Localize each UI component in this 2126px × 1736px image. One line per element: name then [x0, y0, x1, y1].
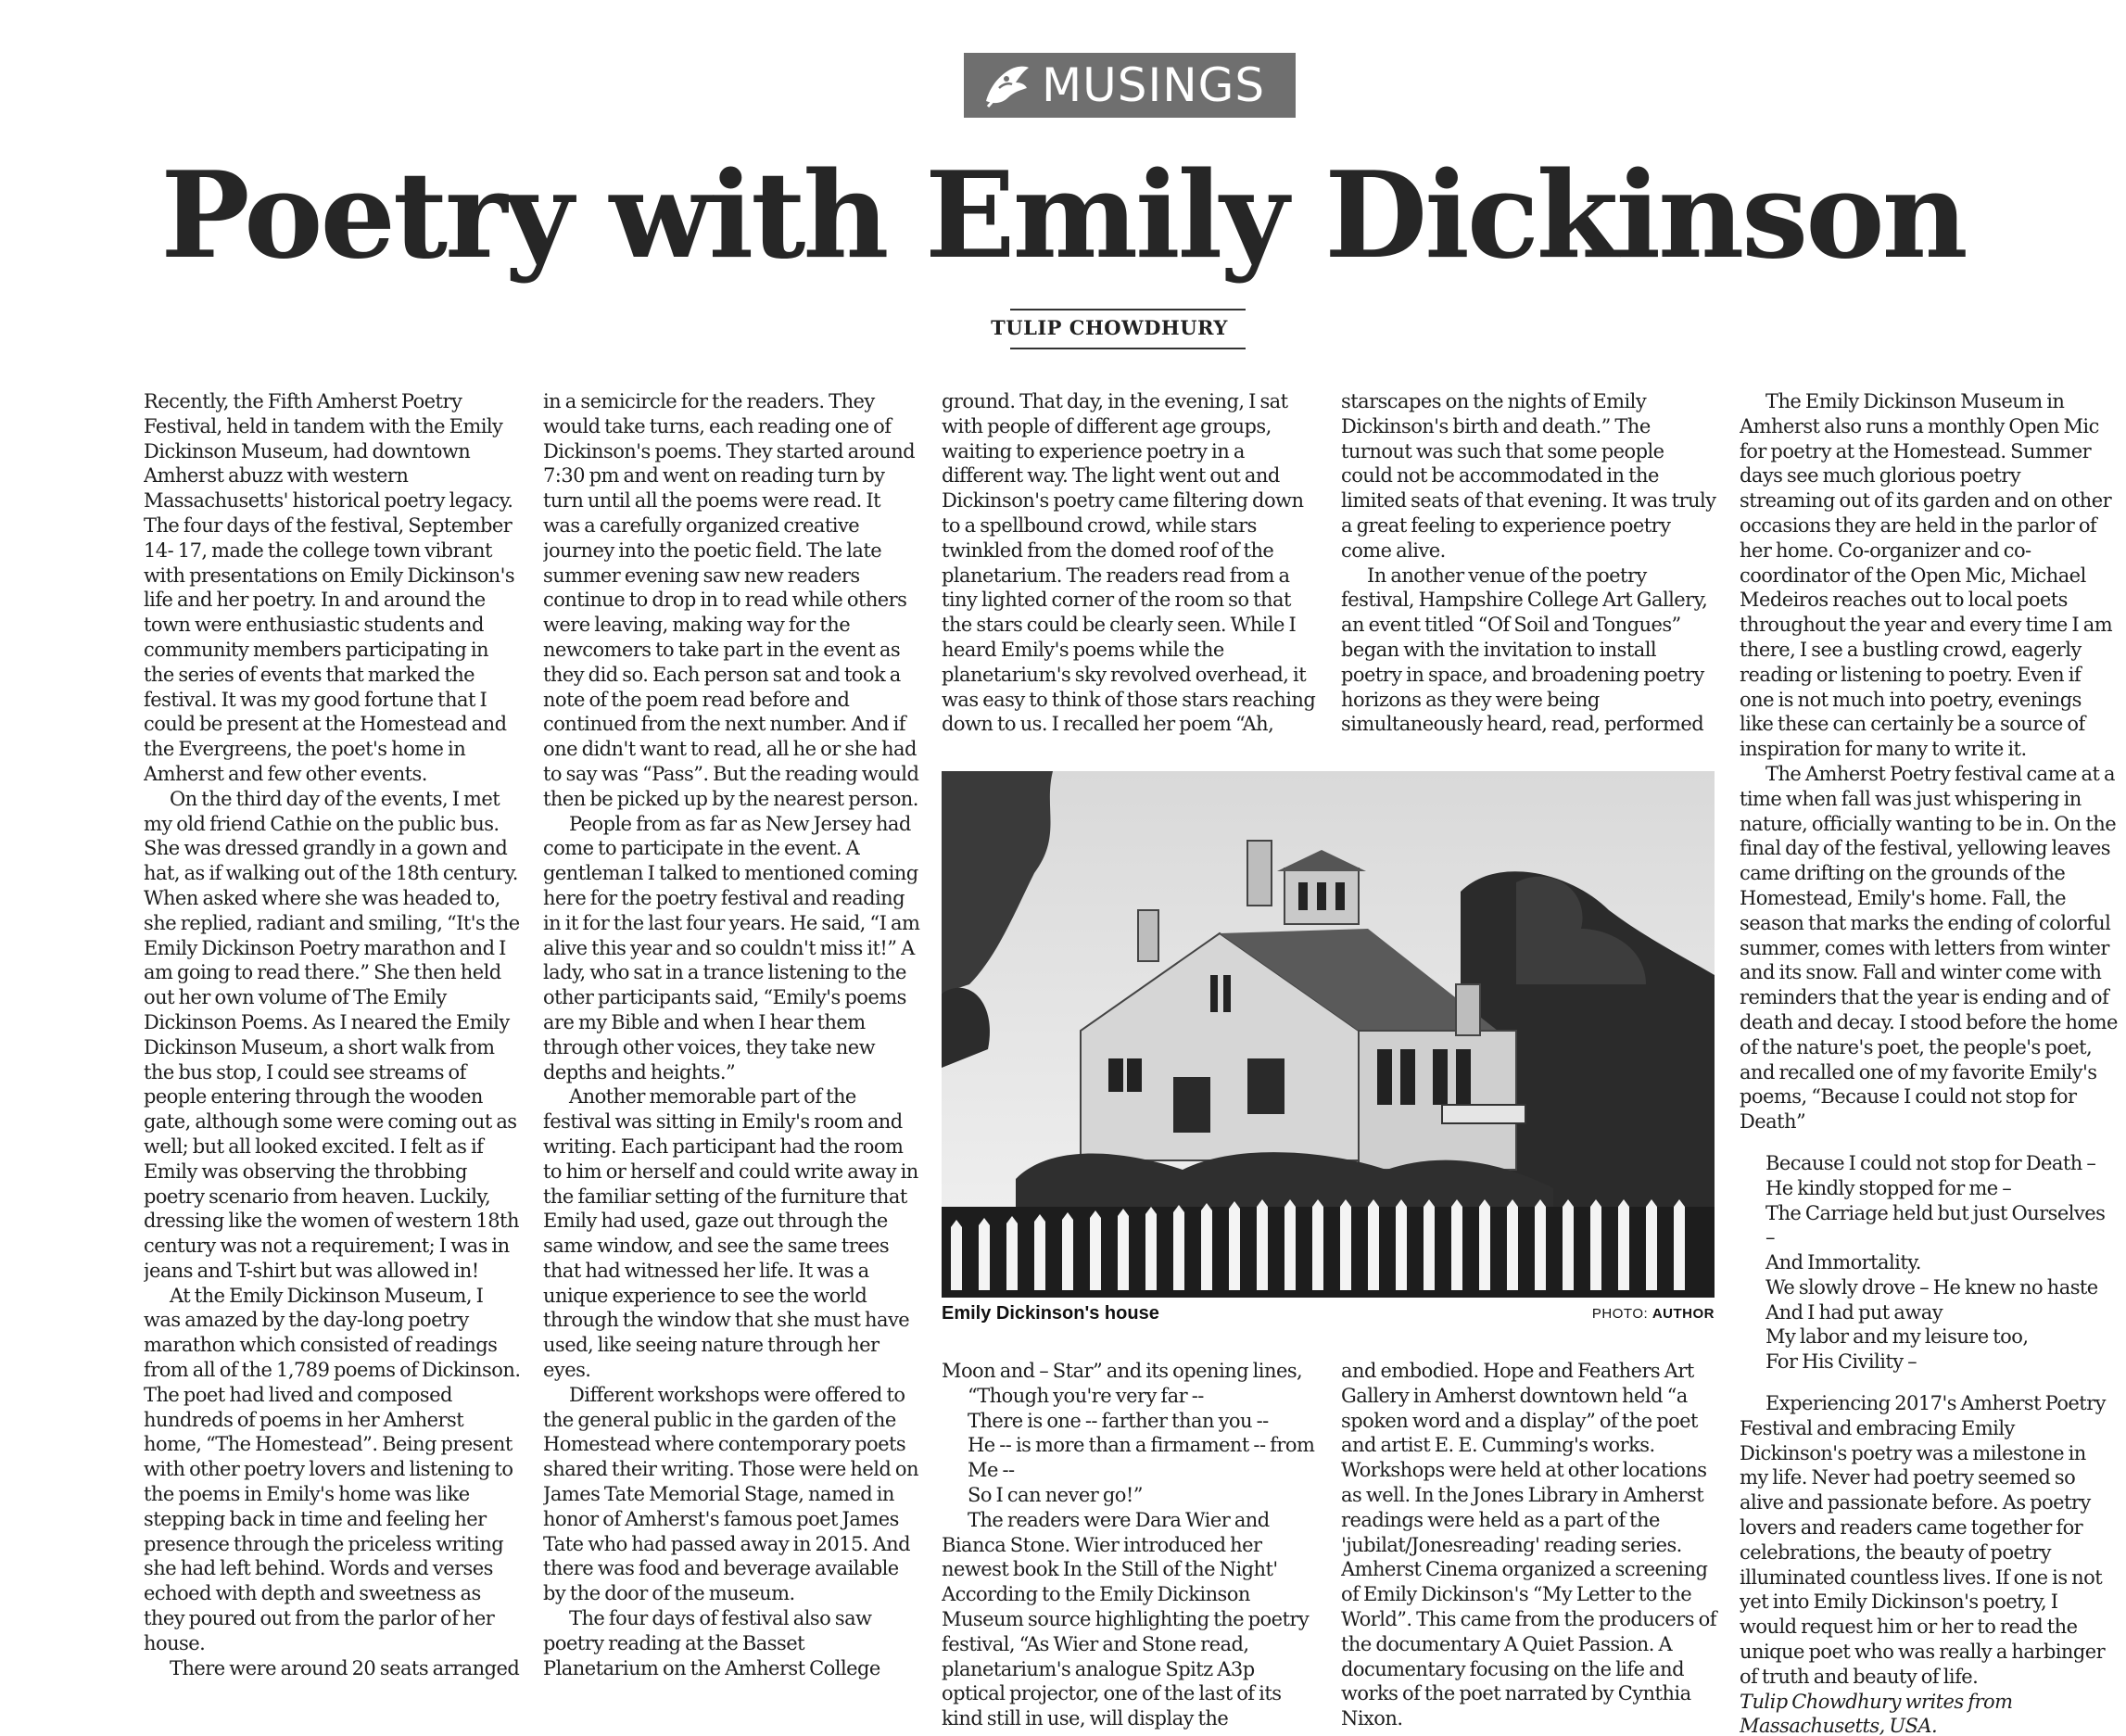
paragraph: Moon and – Star” and its opening lines, — [942, 1360, 1303, 1382]
paragraph: ground. That day, in the evening, I sat with people of different age groups, waiting to experience poetry in a different way. The light went out and Dickinson's poetry came filtering down to a spellbound crowd, while stars twinkled from the domed roof of the planetarium. The readers read from a tiny lighted corner of the room so that the stars could be clearly seen. While I heard Emily's poems while the planetarium's sky revolved overhead, it was easy to think of those stars reaching down to us. I recalled her poem “Ah, — [942, 390, 1316, 736]
poem-line: There is one -- farther than you -- — [968, 1409, 1269, 1432]
photo-caption-bar — [942, 1303, 1715, 1331]
paragraph: The Amherst Poetry festival came at a time when fall was just whispering in nature, officially wanting to be in. On the final day of the festival, yellowing leaves came drifting on the grounds of the Homestead, Emily's home. Fall, the season that marks the ending of colorful summer, comes with letters from winter and its snow. Fall and winter come with reminders that the year is ending and of death and decay. I stood before the home of the nature's poet, the people's poet, and recalled one of my favorite Emily's poems, “Because I could not stop for Death” — [1740, 762, 2118, 1134]
poem-line: Because I could not stop for Death – — [1765, 1151, 2096, 1174]
photo-credit-prefix: PHOTO: — [1591, 1306, 1652, 1322]
paragraph: The readers were Dara Wier and Bianca Stone. Wier introduced her newest book In the Still of the Night' According to the Emily Dickinson Museum source highlighting the poetry festival, “As Wier and Stone read, planetarium's analogue Spitz A3p optical projector, one of the last of its kind still in use, will display the — [942, 1508, 1310, 1730]
poem-quote — [1740, 1151, 2118, 1375]
paragraph: starscapes on the nights of Emily Dickinson's birth and death.” The turnout was such that some people could not be accommodated in the limited seats of that evening. It was truly a great feeling to experience poetry come alive. — [1341, 390, 1716, 562]
poem-line: And Immortality. — [1765, 1251, 1921, 1274]
article-column-4-bottom — [1341, 1359, 1719, 1736]
article-column-4-top — [1341, 389, 1719, 746]
poem-line: We slowly drove – He knew no haste — [1765, 1275, 2098, 1299]
article-column-3-bottom — [942, 1359, 1320, 1736]
article-column-3-top — [942, 389, 1320, 746]
headline: Poetry with Emily Dickinson — [160, 146, 1966, 285]
quill-face-icon — [981, 60, 1032, 110]
photo-credit-name: AUTHOR — [1651, 1306, 1715, 1322]
paragraph: The four days of festival also saw poetry reading at the Basset Planetarium on the Amherst College — [543, 1607, 880, 1679]
house-photo — [942, 771, 1715, 1298]
byline-rule-bottom — [1010, 348, 1246, 349]
poem-line: He -- is more than a firmament -- from Me -- — [968, 1434, 1315, 1482]
section-label: MUSINGS — [1042, 58, 1266, 112]
byline: TULIP CHOWDHURY — [991, 316, 1228, 339]
poem-line: “Though you're very far -- — [968, 1384, 1204, 1407]
paragraph: On the third day of the events, I met my old friend Cathie on the public bus. She was dressed grandly in a gown and hat, as if walking out of the 18th century. When asked where she was headed to, she replied, radiant and smiling, “It's the Emily Dickinson Poetry marathon and I am going to read there.” She then held out her own volume of The Emily Dickinson Poems. As I neared the Emily Dickinson Museum, a short walk from the bus stop, I could see streams of people entering through the wooden gate, although some were coming out as well; but all looked excited. I felt as if Emily was observing the throbbing poetry scenario from heaven. Luckily, dressing like the women of western 18th century was not a requirement; I was in jeans and T-shirt but was allowed in! — [144, 787, 520, 1282]
paragraph: Experiencing 2017's Amherst Poetry Festival and embracing Emily Dickinson's poetry was a milestone in my life. Never had poetry seemed so alive and passionate before. As poetry lovers and readers came together for celebrations, the beauty of poetry illuminated countless lives. If one is not yet into Emily Dickinson's poetry, I would request him or her to read the unique poet who was really a harbinger of truth and beauty of life. — [1740, 1392, 2106, 1688]
poem-line: And I had put away — [1765, 1300, 1943, 1324]
paragraph: Another memorable part of the festival was sitting in Emily's room and writing. Each participant had the room to him or herself and could write away in the familiar setting of the furniture that Emily had used, gaze out through the same window, and see the same trees that had witnessed her life. It was a unique experience to see the world through the window that she must have used, like seeing nature through her eyes. — [543, 1085, 918, 1382]
paragraph: Different workshops were offered to the general public in the garden of the Homestead where contemporary poets shared their writing. Those were held on James Tate Memorial Stage, named in honor of Amherst's famous poet James Tate who had passed away in 2015. And there was food and beverage available by the door of the museum. — [543, 1383, 918, 1605]
paragraph: The Emily Dickinson Museum in Amherst also runs a monthly Open Mic for poetry at the Homestead. Summer days see much glorious poetry streaming out of its garden and on other occasions they are held in the parlor of her home. Co-organizer and co-coordinator of the Open Mic, Michael Medeiros reaches out to local poets throughout the year and every time I am there, I see a bustling crowd, eagerly reading or listening to poetry. Even if one is not much into poetry, evenings like these can certainly be a source of inspiration for many to write it. — [1740, 390, 2113, 761]
poem-line: So I can never go!” — [968, 1483, 1143, 1506]
paragraph: At the Emily Dickinson Museum, I was amazed by the day-long poetry marathon which consisted of readings from all of the 1,789 poems of Dickinson. The poet had lived and composed hundreds of poems in her Amherst home, “The Homestead”. Being present with other poetry lovers and listening to the poems in Emily's home was like stepping back in time and feeling her presence through the priceless writing she had left behind. Words and verses echoed with depth and sweetness as they poured out from the parlor of her house. — [144, 1284, 521, 1654]
author-note: Tulip Chowdhury writes from Massachusetts, USA. — [1740, 1690, 2013, 1736]
poem-line: He kindly stopped for me – — [1765, 1176, 2012, 1199]
article-column-5 — [1740, 389, 2118, 1736]
poem-line: The Carriage held but just Ourselves – — [1765, 1201, 2106, 1249]
paragraph: There were around 20 seats arranged — [170, 1656, 520, 1679]
poem-line: My labor and my leisure too, — [1765, 1325, 2029, 1349]
photo-credit — [1592, 1306, 1715, 1322]
poem-line: For His Civility – — [1765, 1350, 1917, 1374]
paragraph: and embodied. Hope and Feathers Art Gallery in Amherst downtown held “a spoken word and a display” of the poet and artist E. E. Cumming's works. Workshops were held at other locations as well. In the Jones Library in Amherst readings were held as a part of the 'jubilat/Jonesreading' reading series. Amherst Cinema organized a screening of Emily Dickinson's “My Letter to the World”. This came from the producers of the documentary A Quiet Passion. A documentary focusing on the life and works of the poet narrated by Cynthia Nixon. — [1341, 1360, 1716, 1730]
photo-caption: Emily Dickinson's house — [942, 1303, 1159, 1324]
section-banner — [964, 53, 1296, 118]
paragraph: In another venue of the poetry festival, Hampshire College Art Gallery, an event titled “Of Soil and Tongues” began with the invitation to install poetry in space, and broadening poetry horizons as they were being simultaneously heard, read, performed — [1341, 564, 1708, 736]
article-column-1 — [144, 389, 522, 1736]
paragraph: in a semicircle for the readers. They would take turns, each reading one of Dickinson's poems. They started around 7:30 pm and went on reading turn by turn until all the poems were read. It was a carefully organized creative journey into the poetic field. The late summer evening saw new readers continue to drop in to read while others were leaving, making way for the newcomers to take part in the event as they did so. Each person sat and took a note of the poem read before and continued from the next number. And if one didn't want to read, all he or she had to say was “Pass”. But the reading would then be picked up by the nearest person. — [543, 390, 919, 810]
article-column-2 — [543, 389, 921, 1736]
paragraph: Recently, the Fifth Amherst Poetry Festival, held in tandem with the Emily Dickinson Museum, had downtown Amherst abuzz with western Massachusetts' historical poetry legacy. The four days of the festival, September 14- 17, made the college town vibrant with presentations on Emily Dickinson's life and her poetry. In and around the town were enthusiastic students and community members participating in the series of events that marked the festival. It was my good fortune that I could be present at the Homestead and the Evergreens, the poet's home in Amherst and few other events. — [144, 390, 515, 785]
paragraph: People from as far as New Jersey had come to participate in the event. A gentleman I talked to mentioned coming here for the poetry festival and reading in it for the last four years. He said, “I am alive this year and so couldn't miss it!” A lady, who sat in a trance listening to the other participants said, “Emily's poems are my Bible and when I hear them through other voices, they take new depths and heights.” — [543, 812, 920, 1083]
